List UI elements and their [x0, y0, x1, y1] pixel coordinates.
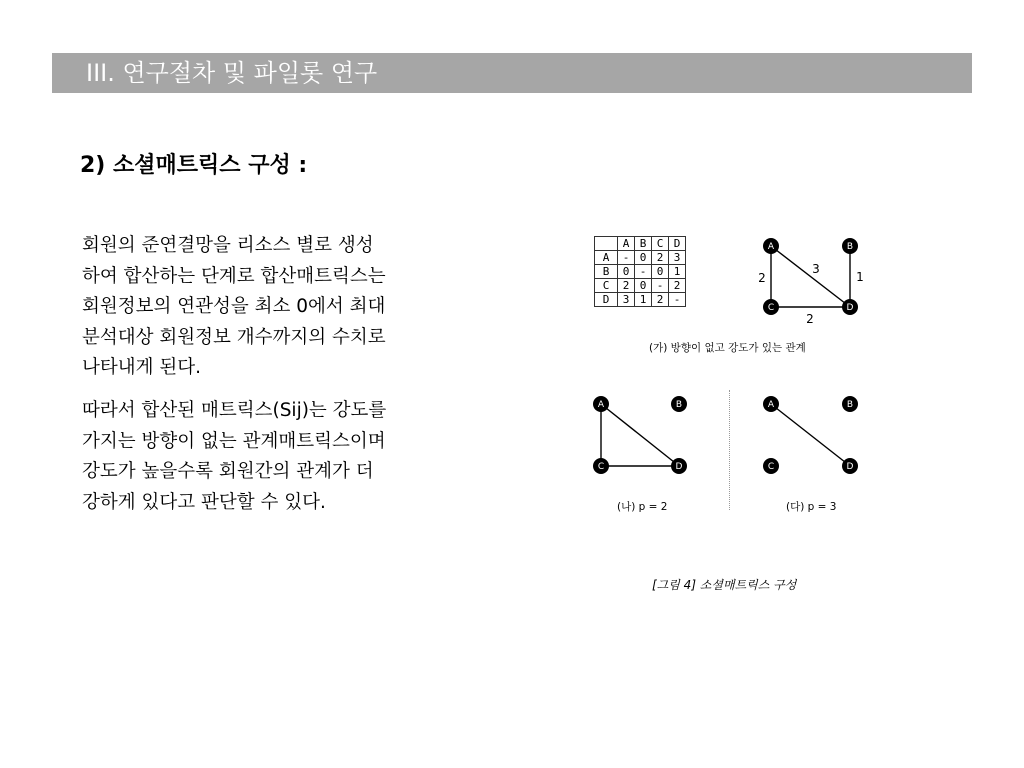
- edge-weight-a-c: 2: [758, 271, 766, 285]
- node-label-b: B: [846, 400, 854, 410]
- edge-a-d: [771, 404, 850, 466]
- matrix-row-header: A: [595, 251, 618, 265]
- matrix-header-row: [595, 237, 686, 251]
- matrix-cell: -: [652, 279, 669, 293]
- node-label-d: D: [675, 462, 683, 472]
- paragraph-line: 가지는 방향이 없는 관계매트릭스이며: [82, 430, 386, 452]
- matrix-row-header: C: [595, 279, 618, 293]
- body-paragraph-1: [82, 231, 482, 384]
- edge-weight-a-d: 3: [812, 262, 820, 276]
- paragraph-line: 따라서 합산된 매트릭스(Sij)는 강도를: [82, 400, 387, 421]
- matrix-cell: -: [635, 265, 652, 279]
- matrix-cell: 2: [652, 293, 669, 307]
- caption-p2: (나) p = 2: [617, 501, 668, 513]
- header-bar: [52, 53, 972, 93]
- graph-p2: [585, 389, 695, 479]
- matrix-corner-cell: [595, 237, 618, 251]
- matrix-col-header: C: [652, 237, 669, 251]
- matrix-cell: 1: [669, 265, 686, 279]
- matrix-cell: 2: [669, 279, 686, 293]
- matrix-cell: 0: [635, 251, 652, 265]
- matrix-row: [595, 279, 686, 293]
- paragraph-line: 나타내게 된다.: [82, 357, 201, 378]
- node-label-c: C: [597, 462, 605, 472]
- node-label-d: D: [846, 462, 854, 472]
- matrix-cell: 0: [618, 265, 635, 279]
- node-label-b: B: [675, 400, 683, 410]
- body-paragraph-2: [82, 396, 482, 518]
- paragraph-line: 회원정보의 연관성을 최소 0에서 최대: [82, 296, 386, 317]
- slide-title: III. 연구절차 및 파일롯 연구: [86, 59, 378, 87]
- matrix-row: [595, 265, 686, 279]
- edge-weight-b-d: 1: [856, 270, 864, 284]
- caption-full-graph: (가) 방향이 없고 강도가 있는 관계: [649, 342, 806, 354]
- node-label-c: C: [767, 462, 775, 472]
- matrix-row: [595, 293, 686, 307]
- paragraph-line: 하여 합산하는 단계로 합산매트릭스는: [82, 265, 386, 287]
- paragraph-line: 분석대상 회원정보 개수까지의 수치로: [82, 326, 386, 348]
- matrix-row-header: D: [595, 293, 618, 307]
- edge-a-d: [771, 246, 850, 307]
- matrix-cell: 2: [652, 251, 669, 265]
- adjacency-matrix: [594, 236, 686, 307]
- paragraph-line: 강하게 있다고 판단할 수 있다.: [82, 491, 326, 513]
- paragraph-line: 회원의 준연결망을 리소스 별로 생성: [82, 235, 374, 256]
- graph-p3: [755, 389, 865, 479]
- matrix-row-header: B: [595, 265, 618, 279]
- matrix-cell: 0: [635, 279, 652, 293]
- edge-a-d: [601, 404, 679, 466]
- edge-weight-c-d: 2: [806, 312, 814, 326]
- matrix-row: [595, 251, 686, 265]
- matrix-cell: 3: [618, 293, 635, 307]
- figure-caption: [그림 4] 소셜매트릭스 구성: [652, 578, 797, 592]
- matrix-col-header: A: [618, 237, 635, 251]
- matrix-cell: -: [669, 293, 686, 307]
- graph-divider: [729, 390, 730, 510]
- node-label-c: C: [767, 303, 775, 313]
- caption-p3: (다) p = 3: [786, 501, 837, 513]
- node-label-d: D: [846, 303, 854, 313]
- graph-full-weighted: [755, 230, 870, 325]
- paragraph-line: 강도가 높을수록 회원간의 관계가 더: [82, 461, 374, 482]
- node-label-a: A: [767, 400, 775, 410]
- matrix-cell: 2: [618, 279, 635, 293]
- node-label-a: A: [767, 242, 775, 252]
- matrix-cell: 3: [669, 251, 686, 265]
- node-label-a: A: [597, 400, 605, 410]
- matrix-cell: 1: [635, 293, 652, 307]
- node-label-b: B: [846, 242, 854, 252]
- matrix-cell: 0: [652, 265, 669, 279]
- matrix-cell: -: [618, 251, 635, 265]
- section-heading: 2) 소셜매트릭스 구성 :: [80, 153, 308, 178]
- matrix-col-header: D: [669, 237, 686, 251]
- matrix-col-header: B: [635, 237, 652, 251]
